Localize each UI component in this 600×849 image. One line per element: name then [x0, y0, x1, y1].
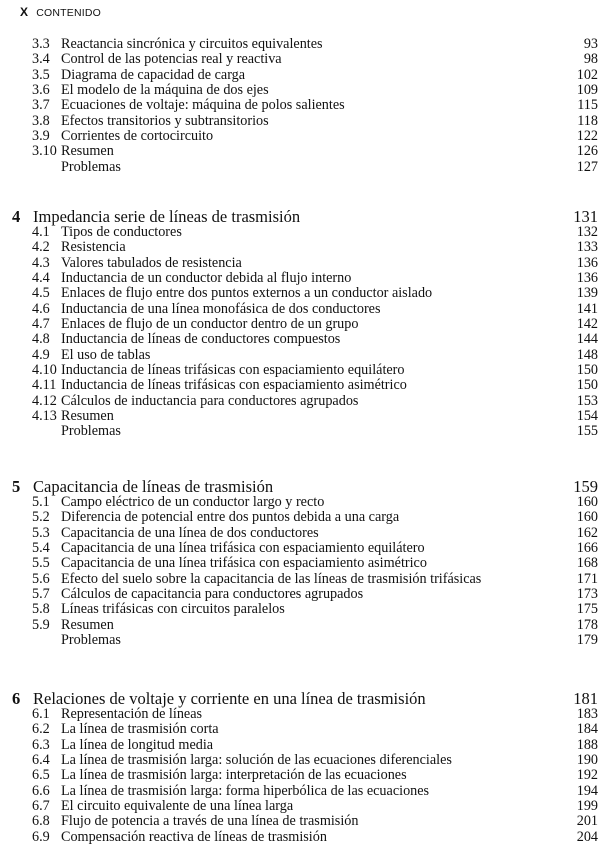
toc-block [0, 37, 600, 175]
section-number: 3.3 [32, 36, 50, 52]
section-title: Resistencia [61, 239, 126, 256]
toc-entry [0, 302, 600, 317]
section-number: 3.8 [32, 112, 50, 129]
section-title: Inductancia de líneas trifásicas con espaciamiento asimétrico [61, 377, 407, 394]
toc-entry [0, 225, 600, 240]
chapter-heading [0, 690, 600, 707]
toc-entry [0, 68, 600, 83]
section-title: Efecto del suelo sobre la capacitancia de las líneas de trasmisión trifásicas [61, 570, 482, 587]
toc-entry [0, 424, 600, 439]
chapter-title: Impedancia serie de líneas de trasmisión [33, 207, 301, 226]
toc-entry [0, 240, 600, 255]
section-number: 6.7 [32, 798, 50, 815]
section-title: Diferencia de potencial entre dos puntos debida a una carga [61, 509, 400, 526]
section-page: 168 [576, 555, 598, 572]
chapter-number: 4 [12, 207, 21, 226]
section-page: 127 [576, 158, 598, 175]
section-page: 132 [576, 224, 598, 240]
section-page: 133 [576, 239, 598, 256]
section-page: 98 [583, 51, 598, 68]
section-title: Reactancia sincrónica y circuitos equivalentes [61, 36, 323, 52]
section-title: Resumen [61, 408, 114, 425]
section-title: El circuito equivalente de una línea larga [61, 798, 294, 815]
section-number: 3.9 [32, 128, 50, 145]
toc-block [0, 208, 600, 440]
section-page: 188 [576, 736, 598, 753]
toc-block [0, 478, 600, 648]
section-page: 192 [576, 767, 598, 784]
toc-entry [0, 286, 600, 301]
section-title: Capacitancia de una línea trifásica con espaciamiento asimétrico [61, 555, 427, 572]
section-page: 150 [576, 377, 598, 394]
section-page: 122 [576, 128, 598, 145]
section-title: La línea de trasmisión larga: interpretación de las ecuaciones [61, 767, 407, 784]
chapter-heading [0, 208, 600, 225]
section-page: 204 [576, 828, 598, 845]
section-number: 6.2 [32, 721, 50, 738]
toc-entry [0, 572, 600, 587]
section-page: 139 [576, 285, 598, 302]
section-title: Corrientes de cortocircuito [61, 128, 214, 145]
toc-entry [0, 144, 600, 159]
section-page: 190 [576, 752, 598, 769]
section-title: Problemas [61, 158, 121, 175]
toc-entry [0, 799, 600, 814]
section-number: 4.10 [32, 362, 57, 379]
toc-entry [0, 409, 600, 424]
page-number: X [20, 5, 29, 19]
section-title: La línea de longitud media [61, 736, 214, 753]
section-title: Compensación reactiva de líneas de trasmisión [61, 828, 327, 845]
section-title: El uso de tablas [61, 346, 151, 363]
header-title: CONTENIDO [36, 7, 102, 19]
section-title: Enlaces de flujo de un conductor dentro de un grupo [61, 316, 359, 333]
section-page: 126 [576, 143, 598, 160]
section-page: 171 [576, 570, 598, 587]
toc-entry [0, 784, 600, 799]
section-page: 184 [576, 721, 598, 738]
section-page: 153 [576, 392, 598, 409]
running-header [20, 5, 101, 19]
section-title: Representación de líneas [61, 706, 203, 722]
section-number: 6.3 [32, 736, 50, 753]
section-number: 5.1 [32, 494, 50, 510]
section-page: 178 [576, 616, 598, 633]
section-number: 4.11 [32, 377, 57, 394]
section-number: 4.9 [32, 346, 50, 363]
section-number: 3.10 [32, 143, 57, 160]
section-page: 201 [576, 813, 598, 830]
section-page: 175 [576, 601, 598, 618]
section-number: 4.3 [32, 254, 50, 271]
section-number: 5.8 [32, 601, 50, 618]
section-title: Líneas trifásicas con circuitos paralelos [61, 601, 285, 618]
section-page: 199 [576, 798, 598, 815]
toc-entry [0, 83, 600, 98]
section-title: Campo eléctrico de un conductor largo y recto [61, 494, 325, 510]
section-number: 3.5 [32, 66, 50, 83]
section-number: 6.9 [32, 828, 50, 845]
section-page: 162 [576, 524, 598, 541]
chapter-page: 131 [573, 207, 598, 226]
section-page: 148 [576, 346, 598, 363]
section-number: 5.9 [32, 616, 50, 633]
toc-entry [0, 738, 600, 753]
section-number: 4.2 [32, 239, 50, 256]
section-title: Resumen [61, 143, 114, 160]
section-title: Cálculos de capacitancia para conductores agrupados [61, 586, 364, 603]
section-number: 4.7 [32, 316, 50, 333]
toc-entry [0, 556, 600, 571]
section-title: El modelo de la máquina de dos ejes [61, 82, 269, 99]
section-title: Diagrama de capacidad de carga [61, 66, 246, 83]
toc-entry [0, 256, 600, 271]
toc-entry [0, 602, 600, 617]
section-title: Problemas [61, 423, 121, 440]
section-page: 183 [576, 706, 598, 722]
section-page: 160 [576, 494, 598, 510]
chapter-heading [0, 478, 600, 495]
section-page: 118 [577, 112, 598, 129]
section-number: 4.13 [32, 408, 57, 425]
section-number: 3.4 [32, 51, 50, 68]
section-number: 5.6 [32, 570, 50, 587]
section-page: 93 [583, 36, 598, 52]
section-title: Flujo de potencia a través de una línea de trasmisión [61, 813, 359, 830]
toc-entry [0, 814, 600, 829]
section-page: 102 [576, 66, 598, 83]
section-title: Capacitancia de una línea trifásica con espaciamiento equilátero [61, 540, 425, 557]
section-number: 3.6 [32, 82, 50, 99]
toc-entry [0, 830, 600, 845]
toc-entry [0, 707, 600, 722]
toc-entry [0, 317, 600, 332]
section-title: Valores tabulados de resistencia [61, 254, 242, 271]
toc-entry [0, 541, 600, 556]
chapter-title: Capacitancia de líneas de trasmisión [33, 477, 274, 496]
section-page: 179 [576, 632, 598, 649]
toc-entry [0, 753, 600, 768]
section-number: 5.4 [32, 540, 50, 557]
section-page: 154 [576, 408, 598, 425]
toc-entry [0, 618, 600, 633]
toc-entry [0, 526, 600, 541]
section-page: 144 [576, 331, 598, 348]
section-number: 4.12 [32, 392, 57, 409]
section-number: 4.6 [32, 300, 50, 317]
chapter-page: 159 [573, 477, 598, 496]
section-title: La línea de trasmisión larga: solución de las ecuaciones diferenciales [61, 752, 452, 769]
chapter-number: 6 [12, 689, 21, 708]
section-title: Cálculos de inductancia para conductores agrupados [61, 392, 359, 409]
toc-entry [0, 37, 600, 52]
toc-entry [0, 633, 600, 648]
section-number: 4.1 [32, 224, 50, 240]
toc-entry [0, 129, 600, 144]
chapter-number: 5 [12, 477, 21, 496]
section-title: Inductancia de una línea monofásica de dos conductores [61, 300, 381, 317]
section-page: 160 [576, 509, 598, 526]
toc-entry [0, 271, 600, 286]
section-page: 173 [576, 586, 598, 603]
section-number: 5.7 [32, 586, 50, 603]
section-title: Ecuaciones de voltaje: máquina de polos salientes [61, 97, 345, 114]
section-title: Resumen [61, 616, 114, 633]
section-title: Inductancia de líneas de conductores compuestos [61, 331, 341, 348]
toc-entry [0, 378, 600, 393]
toc-entry [0, 348, 600, 363]
toc-entry [0, 114, 600, 129]
section-page: 141 [576, 300, 598, 317]
toc-entry [0, 495, 600, 510]
section-number: 6.4 [32, 752, 50, 769]
toc-entry [0, 768, 600, 783]
section-page: 136 [576, 254, 598, 271]
section-title: La línea de trasmisión larga: forma hiperbólica de las ecuaciones [61, 782, 430, 799]
toc-entry [0, 52, 600, 67]
toc-entry [0, 160, 600, 175]
section-page: 136 [576, 270, 598, 287]
section-title: Problemas [61, 632, 121, 649]
section-number: 5.3 [32, 524, 50, 541]
section-page: 150 [576, 362, 598, 379]
section-page: 166 [576, 540, 598, 557]
section-title: La línea de trasmisión corta [61, 721, 219, 738]
section-number: 4.5 [32, 285, 50, 302]
section-title: Tipos de conductores [61, 224, 182, 240]
section-page: 142 [576, 316, 598, 333]
chapter-title: Relaciones de voltaje y corriente en una línea de trasmisión [33, 689, 426, 708]
section-title: Capacitancia de una línea de dos conductores [61, 524, 319, 541]
section-number: 6.8 [32, 813, 50, 830]
section-page: 194 [576, 782, 598, 799]
section-title: Inductancia de un conductor debida al flujo interno [61, 270, 352, 287]
section-title: Control de las potencias real y reactiva [61, 51, 282, 68]
section-number: 6.5 [32, 767, 50, 784]
toc-entry [0, 587, 600, 602]
section-number: 3.7 [32, 97, 50, 114]
toc-entry [0, 363, 600, 378]
section-page: 155 [576, 423, 598, 440]
section-title: Enlaces de flujo entre dos puntos externos a un conductor aislado [61, 285, 433, 302]
toc-entry [0, 332, 600, 347]
section-number: 5.2 [32, 509, 50, 526]
section-page: 115 [577, 97, 598, 114]
section-page: 109 [576, 82, 598, 99]
section-title: Efectos transitorios y subtransitorios [61, 112, 269, 129]
toc-entry [0, 722, 600, 737]
section-title: Inductancia de líneas trifásicas con espaciamiento equilátero [61, 362, 405, 379]
section-number: 4.8 [32, 331, 50, 348]
toc-entry [0, 394, 600, 409]
chapter-page: 181 [573, 689, 598, 708]
section-number: 6.1 [32, 706, 50, 722]
section-number: 4.4 [32, 270, 50, 287]
section-number: 5.5 [32, 555, 50, 572]
toc-entry [0, 98, 600, 113]
toc-entry [0, 510, 600, 525]
section-number: 6.6 [32, 782, 50, 799]
toc-block [0, 690, 600, 845]
